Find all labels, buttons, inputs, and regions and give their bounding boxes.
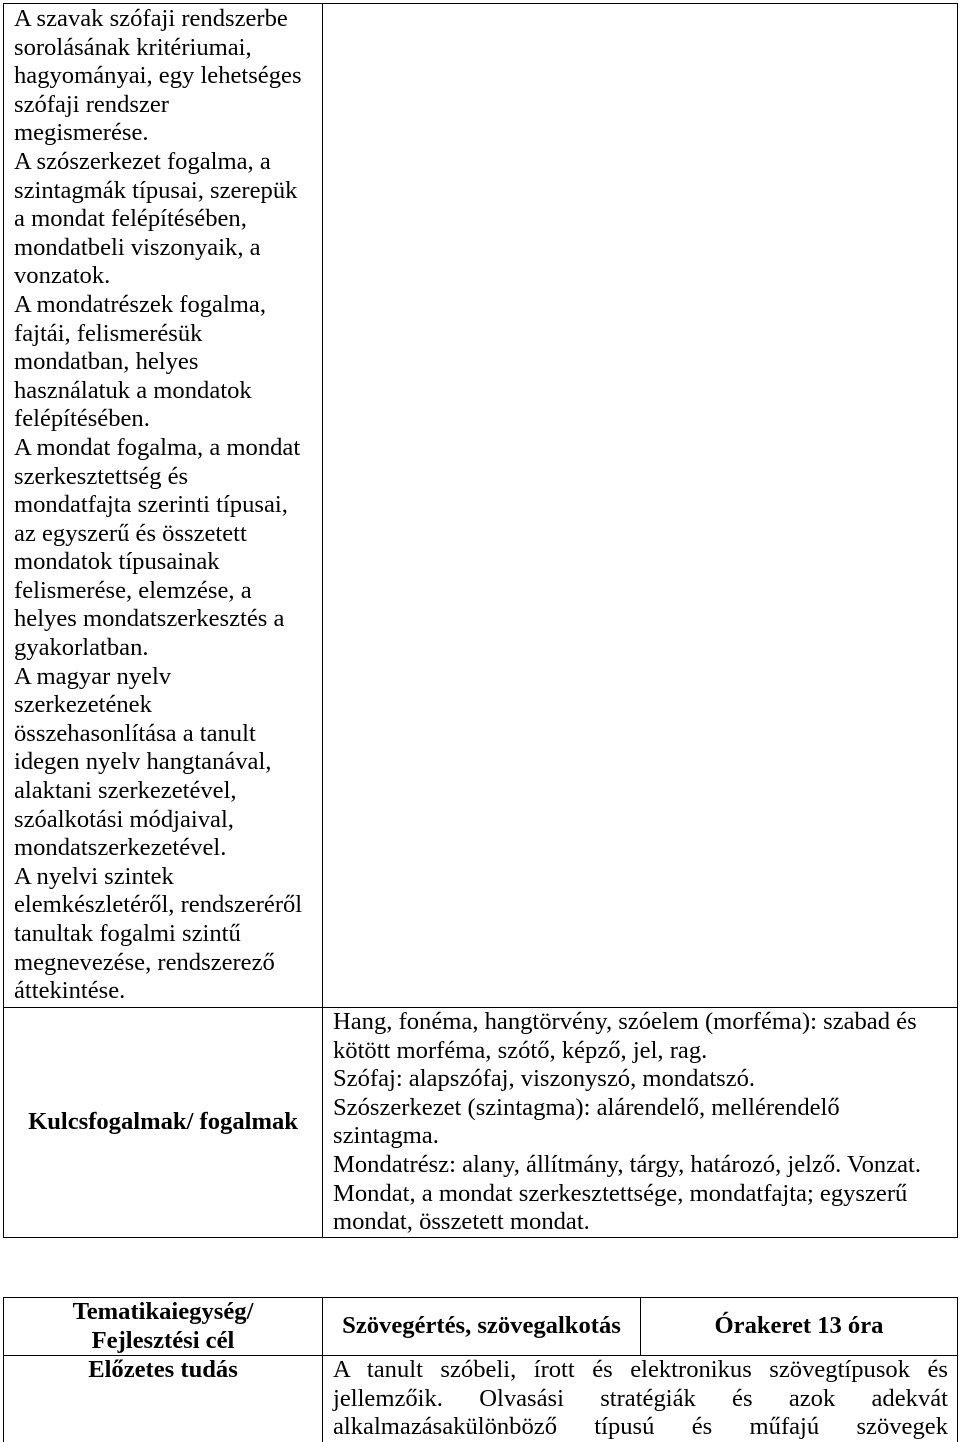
key-concepts-cell xyxy=(322,1007,958,1238)
prior-knowledge-line: A tanult szóbeli, írott és elektronikus szövegtípusok és xyxy=(333,1356,948,1383)
text-line: szerkesztettség és xyxy=(14,462,189,490)
text-line: az egyszerű és összetett xyxy=(14,519,247,547)
learning-goal-paragraph xyxy=(14,5,312,148)
text-line: a mondat felépítésében, xyxy=(14,205,247,233)
unit-label xyxy=(73,1298,254,1355)
learning-goal-paragraph xyxy=(14,291,312,434)
prior-knowledge-line: jellemzőik. Olvasási stratégiák és azok adekvát xyxy=(333,1384,948,1412)
learning-goal-paragraph xyxy=(14,434,312,663)
text-line: A magyar nyelv xyxy=(14,662,172,690)
text-line: mondatban, helyes xyxy=(14,348,199,376)
learning-goal-paragraph xyxy=(14,148,312,291)
learning-goals-list xyxy=(14,5,312,1006)
learning-goal-paragraph xyxy=(14,863,312,1006)
text-line: tanultak fogalmi szintű xyxy=(14,920,241,947)
text-line: szófaji rendszer xyxy=(14,90,169,118)
text-line: A mondatrészek fogalma, xyxy=(14,290,267,318)
key-concepts-line: Szószerkezet (szintagma): alárendelő, mellérendelő xyxy=(333,1093,840,1121)
unit-title: Szövegértés, szövegalkotás xyxy=(342,1312,621,1340)
prior-knowledge-label-cell xyxy=(3,1355,323,1442)
text-line: alaktani szerkezetével, xyxy=(14,777,237,805)
prior-knowledge-line: alkalmazásakülönböző típusú és műfajú szövegek xyxy=(333,1413,948,1441)
unit-label-cell xyxy=(3,1297,323,1356)
hours-cell xyxy=(640,1297,958,1356)
text-line: A nyelvi szintek xyxy=(14,862,174,890)
text-line: szóalkotási módjaival, xyxy=(14,805,234,833)
prior-knowledge-text xyxy=(333,1356,948,1442)
text-line: elemkészletéről, rendszeréről xyxy=(14,891,303,919)
key-concepts-line: szintagma. xyxy=(333,1122,439,1150)
key-concepts-text xyxy=(333,1008,947,1237)
key-concepts-label-cell xyxy=(3,1007,323,1238)
text-line: használatuk a mondatok xyxy=(14,376,252,404)
key-concepts-line: Hang, fonéma, hangtörvény, szóelem (morféma): szabad és xyxy=(333,1008,917,1035)
text-line: összehasonlítása a tanult xyxy=(14,719,256,747)
text-line: A mondat fogalma, a mondat xyxy=(14,433,301,461)
text-line: gyakorlatban. xyxy=(14,634,149,662)
text-line: szintagmák típusai, szerepük xyxy=(14,176,298,204)
text-line: mondatok típusainak xyxy=(14,548,220,576)
text-line: felismerése, elemzése, a xyxy=(14,576,252,604)
prior-knowledge-cell xyxy=(322,1355,958,1442)
text-line: mondatbeli viszonyaik, a xyxy=(14,233,261,261)
text-line: mondatfajta szerinti típusai, xyxy=(14,491,288,519)
empty-cell xyxy=(322,3,958,1008)
unit-label-line: Tematikaiegység/ xyxy=(72,1297,254,1325)
hours-frame: Órakeret 13 óra xyxy=(714,1312,884,1340)
text-line: mondatszerkezetével. xyxy=(14,834,227,862)
text-line: megnevezése, rendszerező xyxy=(14,948,275,976)
key-concepts-line: Szófaj: alapszófaj, viszonyszó, mondatszó. xyxy=(333,1065,756,1093)
prior-knowledge-label: Előzetes tudás xyxy=(88,1356,238,1383)
text-line: megismerése. xyxy=(14,119,149,147)
learning-goal-paragraph xyxy=(14,663,312,863)
unit-label-line: Fejlesztési cél xyxy=(91,1326,235,1354)
unit-title-cell xyxy=(322,1297,641,1356)
text-line: A szószerkezet fogalma, a xyxy=(14,147,271,175)
key-concepts-line: Mondatrész: alany, állítmány, tárgy, határozó, jelző. Vonzat. xyxy=(333,1150,922,1178)
key-concepts-label: Kulcsfogalmak/ fogalmak xyxy=(28,1108,298,1136)
text-line: idegen nyelv hangtanával, xyxy=(14,748,272,776)
text-line: fajtái, felismerésük xyxy=(14,319,203,347)
text-line: A szavak szófaji rendszerbe xyxy=(14,5,288,32)
key-concepts-line: mondat, összetett mondat. xyxy=(333,1208,590,1236)
learning-goals-cell xyxy=(3,3,323,1008)
text-line: vonzatok. xyxy=(14,262,111,290)
key-concepts-line: Mondat, a mondat szerkesztettsége, mondatfajta; egyszerű xyxy=(333,1179,908,1207)
text-line: helyes mondatszerkesztés a xyxy=(14,605,285,633)
text-line: felépítésében. xyxy=(14,405,150,433)
text-line: szerkezetének xyxy=(14,691,152,719)
text-line: sorolásának kritériumai, xyxy=(14,33,252,61)
text-line: hagyományai, egy lehetséges xyxy=(14,62,302,90)
text-line: áttekintése. xyxy=(14,977,126,1005)
key-concepts-line: kötött morféma, szótő, képző, jel, rag. xyxy=(333,1036,708,1064)
